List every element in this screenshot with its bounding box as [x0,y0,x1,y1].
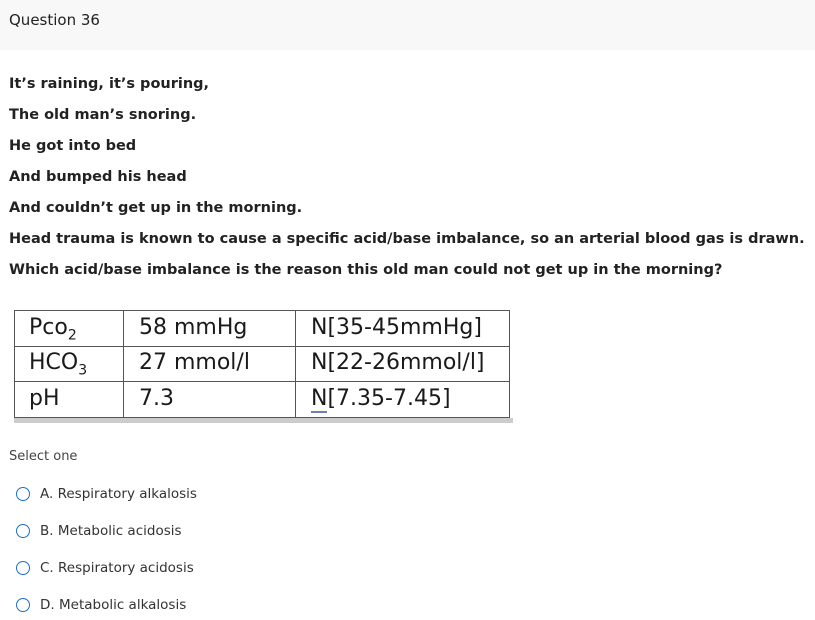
range-cell: N[22-26mmol/l] [311,350,485,375]
question-line: It’s raining, it’s pouring, [9,76,210,92]
question-line: And couldn’t get up in the morning. [9,200,303,216]
question-title: Question 36 [9,11,100,29]
option-label: C. Respiratory acidosis [40,560,194,576]
param-cell: Pco$_2$ [29,315,77,344]
answer-option-c[interactable] [16,558,194,578]
param-cell: pH [29,386,60,411]
option-label: D. Metabolic alkalosis [40,597,187,613]
abg-table [14,310,510,418]
question-line: He got into bed [9,138,137,154]
range-cell: N[7.35-7.45] [311,386,451,411]
question-line: Head trauma is known to cause a specific acid/base imbalance, so an arterial blood gas is drawn. [9,231,805,247]
answer-option-b[interactable] [16,521,182,541]
question-line: And bumped his head [9,169,187,185]
question-header [0,0,815,50]
radio-button[interactable] [16,524,30,538]
answer-option-d[interactable] [16,595,186,615]
question-line: Which acid/base imbalance is the reason this old man could not get up in the morning? [9,262,723,278]
param-cell: $HCO_3$ [29,350,88,379]
range-cell: N[35-45mmHg] [311,315,482,340]
value-cell: 7.3 [139,386,174,411]
answer-option-a[interactable] [16,484,197,504]
question-line: The old man’s snoring. [9,107,197,123]
range-link[interactable]: N [311,386,328,411]
table-row [15,382,509,417]
select-one-label: Select one [9,449,78,464]
option-label: B. Metabolic acidosis [40,523,182,539]
option-label: A. Respiratory alkalosis [40,486,197,502]
table-row [15,346,509,382]
value-cell: 27 mmol/l [139,350,250,375]
table-row [15,311,509,347]
radio-button[interactable] [16,561,30,575]
value-cell: 58 mmHg [139,315,248,340]
table-shadow [14,418,513,423]
radio-button[interactable] [16,598,30,612]
radio-button[interactable] [16,487,30,501]
